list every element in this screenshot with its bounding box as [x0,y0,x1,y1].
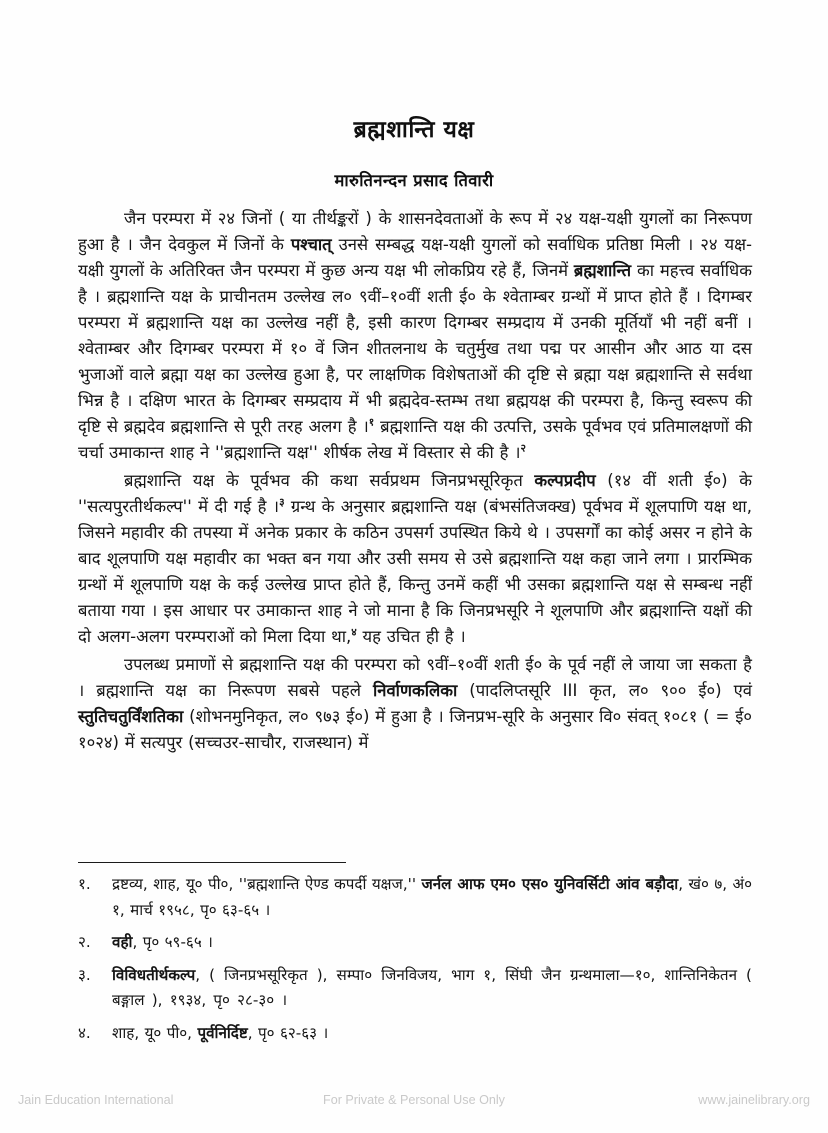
footer-right-link[interactable]: www.jainelibrary.org [698,1093,810,1107]
text-run: जैन परम्परा में २४ जिनों ( या तीर्थङ्करों ) के शासनदेवताओं के रूप में २४ यक्ष-यक्षी युगलों का निरूपण हुआ है । जैन देवकुल में जिनों के [78,209,752,255]
emphasised-text: पश्चात् [290,235,332,255]
text-run: (१४ वीं शती ई०) के ''सत्यपुरतीर्थकल्प'' में दी गई है । [78,470,752,517]
text-run: उनसे सम्बद्ध यक्ष-यक्षी युगलों को सर्वाधिक प्रतिष्ठा मिली । २४ यक्ष-यक्षी युगलों के अतिरिक्त जैन परम्परा में कुछ अन्य यक्ष भी लोकप्रिय रहे हैं, जिनमें [78,235,753,281]
footnote-number: १. [78,875,91,893]
text-run: , खं० ७, अं० १, मार्च १९५८, पृ० ६३-६५ । [112,875,752,919]
footnote-list [78,872,752,1053]
text-run: , ( जिनप्रभसूरिकृत ), सम्पा० जिनविजय, भाग १, सिंघी जैन ग्रन्थमाला—१०, शान्तिनिकेतन ( बङ्गाल ), १९३४, पृ० २८-३० । [112,965,752,1009]
text-run: ब्रह्मशान्ति यक्ष की उत्पत्ति, उसके पूर्वभव एवं प्रतिमालक्षणों की चर्चा उमाकान्त शाह ने ''ब्रह्मशान्ति यक्ष'' शीर्षक लेख में विस्तार से की है । [78,417,752,463]
footnote-reference[interactable]: १ [368,416,375,429]
footnote-reference[interactable]: ३ [279,496,285,509]
footnote-text [112,963,752,1014]
text-run: का महत्त्व सर्वाधिक है । ब्रह्मशान्ति यक्ष के प्राचीनतम उल्लेख ल० ९वीं–१०वीं शती ई० के श्वेताम्बर ग्रन्थों में प्राप्त होते हैं । दिगम्बर परम्परा में ब्रह्मशान्ति यक्ष का उल्लेख नहीं है, इसी कारण दिगम्बर सम्प्रदाय में उनकी मूर्तियाँ भी नहीं बनीं । श्वेताम्बर और दिगम्बर परम्परा में १० वें जिन शीतलनाथ के चतुर्मुख तथा पद्म पर आसीन और आठ या दस भुजाओं वाले ब्रह्मा यक्ष का उल्लेख हुआ है, पर लाक्षणिक विशेषताओं की दृष्टि से ब्रह्मा यक्ष ब्रह्मशान्ति से सर्वथा भिन्न है । दक्षिण भारत के दिगम्बर सम्प्रदाय में भी ब्रह्मदेव-स्तम्भ तथा ब्रह्मयक्ष की परम्परा है, किन्तु स्वरूप की दृष्टि से ब्रह्मदेव ब्रह्मशान्ति से पूरी तरह अलग है । [78,261,752,437]
text-run: उपलब्ध प्रमाणों से ब्रह्मशान्ति यक्ष की परम्परा को ९वीं–१०वीं शती ई० के पूर्व नहीं ले जाया जा सकता है । ब्रह्मशान्ति यक्ष का निरूपण सबसे पहले [78,654,752,700]
emphasised-text: पूर्वनिर्दिष्ट [197,1023,248,1042]
footnote-divider [78,862,346,863]
text-run: यह उचित ही है । [356,627,466,647]
text-run: ग्रन्थ के अनुसार ब्रह्मशान्ति यक्ष (बंभसंतिजक्ख) पूर्वभव में शूलपाणि यक्ष था, जिसने महावीर की तपस्या में अनेक प्रकार के कठिन उपसर्ग उपस्थित किये थे । उपसर्गों का कोई असर न होने के बाद शूलपाणि यक्ष महावीर का भक्त बन गया और उसी समय से उसे ब्रह्मशान्ति यक्ष कहा जाने लगा । प्रारम्भिक ग्रन्थों में शूलपाणि यक्ष के कई उल्लेख प्राप्त होते हैं, किन्तु उनमें कहीं भी उसका ब्रह्मशान्ति यक्ष से सम्बन्ध नहीं बताया गया । इस आधार पर उमाकान्त शाह ने जो माना है कि जिनप्रभसूरि ने शूलपाणि और ब्रह्मशान्ति यक्षों की दो अलग-अलग परम्पराओं को मिला दिया था, [78,497,752,647]
text-run: (शोभनमुनिकृत, ल० ९७३ ई०) में हुआ है । जिनप्रभ-सूरि के अनुसार वि० संवत् १०८१ ( = ई० १०२४) में सत्यपुर (सच्चउर-साचौर, राजस्थान) में [78,706,752,752]
footnote-text [112,1021,752,1047]
footnote-number: ४. [78,1023,91,1042]
emphasised-text: विविधतीर्थकल्प [112,965,196,984]
text-run: (पादलिप्तसूरि III कृत, ल० ९०० ई०) एवं [457,680,752,700]
paragraph [78,468,752,650]
emphasised-text: कल्पप्रदीप [534,470,596,490]
text-run: ब्रह्मशान्ति यक्ष के पूर्वभव की कथा सर्वप्रथम जिनप्रभसूरिकृत [124,470,535,490]
emphasised-text: वही [112,933,133,951]
page-footer [0,1091,828,1109]
paragraph [78,206,752,466]
footnote-reference[interactable]: ४ [351,626,357,639]
footnote-item [78,1021,752,1047]
footnote-number: ३. [78,965,91,984]
footnote-text [112,930,752,956]
emphasised-text: जर्नल आफ एम० एस० युनिवर्सिटी आंव बड़ौदा [421,875,679,893]
footnote-item [78,963,752,1014]
text-run: , पृ० ५९-६५ । [132,933,213,951]
footer-left-text: Jain Education International [18,1093,174,1107]
text-run: , पृ० ६२-६३ । [247,1023,329,1042]
footnote-reference[interactable]: २ [520,442,526,455]
footnote-item [78,930,752,956]
page-title: ब्रह्मशान्ति यक्ष [353,117,475,143]
emphasised-text: स्तुतिचतुर्विंशतिका [78,706,184,726]
emphasised-text: ब्रह्मशान्ति [573,261,632,281]
footnote-text [112,872,752,923]
footer-center-text: For Private & Personal Use Only [323,1093,505,1107]
article-body [78,206,752,757]
author-byline: मारुतिनन्दन प्रसाद तिवारी [334,171,494,190]
paragraph [78,652,752,756]
footnote-item [78,872,752,923]
text-run: शाह, यू० पी०, [112,1023,198,1042]
text-run: द्रष्टव्य, शाह, यू० पी०, ''ब्रह्मशान्ति ऐण्ड कपर्दी यक्षज,'' [112,875,422,893]
footnote-number: २. [78,933,91,951]
emphasised-text: निर्वाणकलिका [372,680,458,700]
